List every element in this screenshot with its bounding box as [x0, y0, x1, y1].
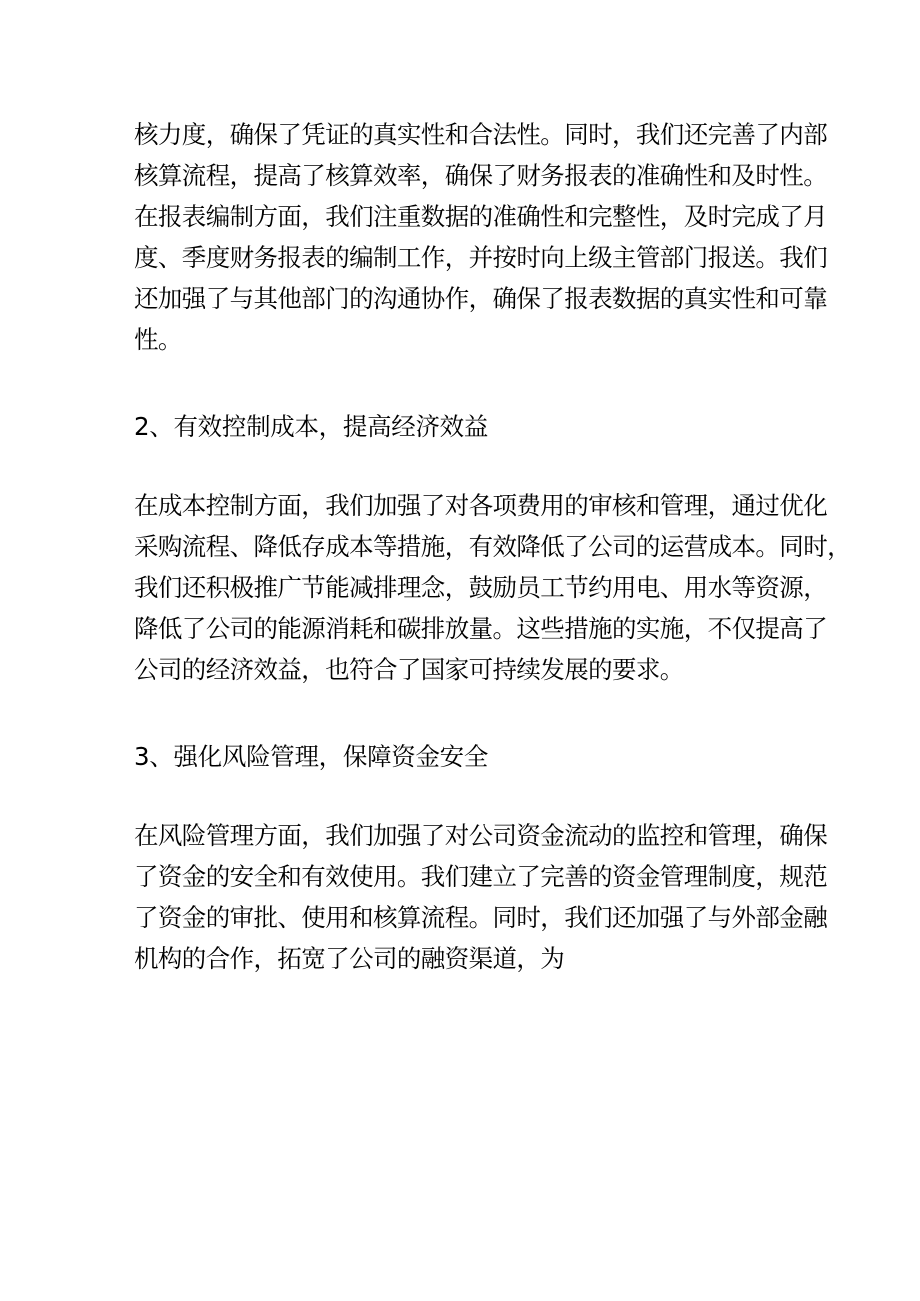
- paragraph-risk-management: [134, 815, 828, 979]
- paragraph-line: 在报表编制方面，我们注重数据的准确性和完整性，及时完成了月: [134, 202, 828, 231]
- document-body: [134, 114, 851, 979]
- paragraph-cost-control: [134, 485, 851, 690]
- paragraph-line: 我们还积极推广节能减排理念，鼓励员工节约用电、用水等资源，: [134, 573, 828, 602]
- spacer: [134, 690, 802, 736]
- paragraph-line: 在风险管理方面，我们加强了对公司资金流动的监控和管理，确保: [134, 821, 828, 850]
- paragraph-line: 机构的合作，拓宽了公司的融资渠道，为: [134, 944, 565, 973]
- section-heading-risk-management: 3、强化风险管理，保障资金安全: [134, 742, 489, 771]
- paragraph-line: 公司的经济效益，也符合了国家可持续发展的要求。: [134, 655, 684, 684]
- paragraph-line: 核算流程，提高了核算效率，确保了财务报表的准确性和及时性。: [134, 161, 828, 190]
- paragraph-line: 在成本控制方面，我们加强了对各项费用的审核和管理，通过优化: [134, 491, 828, 520]
- paragraph-line: 采购流程、降低存成本等措施，有效降低了公司的运营成本。同时，: [134, 532, 851, 561]
- section-heading-cost-control: 2、有效控制成本，提高经济效益: [134, 412, 489, 441]
- paragraph-line: 核力度，确保了凭证的真实性和合法性。同时，我们还完善了内部: [134, 120, 828, 149]
- paragraph-line: 了资金的安全和有效使用。我们建立了完善的资金管理制度，规范: [134, 862, 828, 891]
- paragraph-line: 度、季度财务报表的编制工作，并按时向上级主管部门报送。我们: [134, 243, 828, 272]
- spacer: [134, 447, 802, 485]
- spacer: [134, 777, 802, 815]
- spacer: [134, 360, 802, 406]
- paragraph-line: 性。: [134, 325, 182, 354]
- paragraph-cost-accounting: [134, 114, 828, 360]
- paragraph-line: 降低了公司的能源消耗和碳排放量。这些措施的实施，不仅提高了: [134, 614, 828, 643]
- paragraph-line: 了资金的审批、使用和核算流程。同时，我们还加强了与外部金融: [134, 903, 828, 932]
- paragraph-line: 还加强了与其他部门的沟通协作，确保了报表数据的真实性和可靠: [134, 284, 828, 313]
